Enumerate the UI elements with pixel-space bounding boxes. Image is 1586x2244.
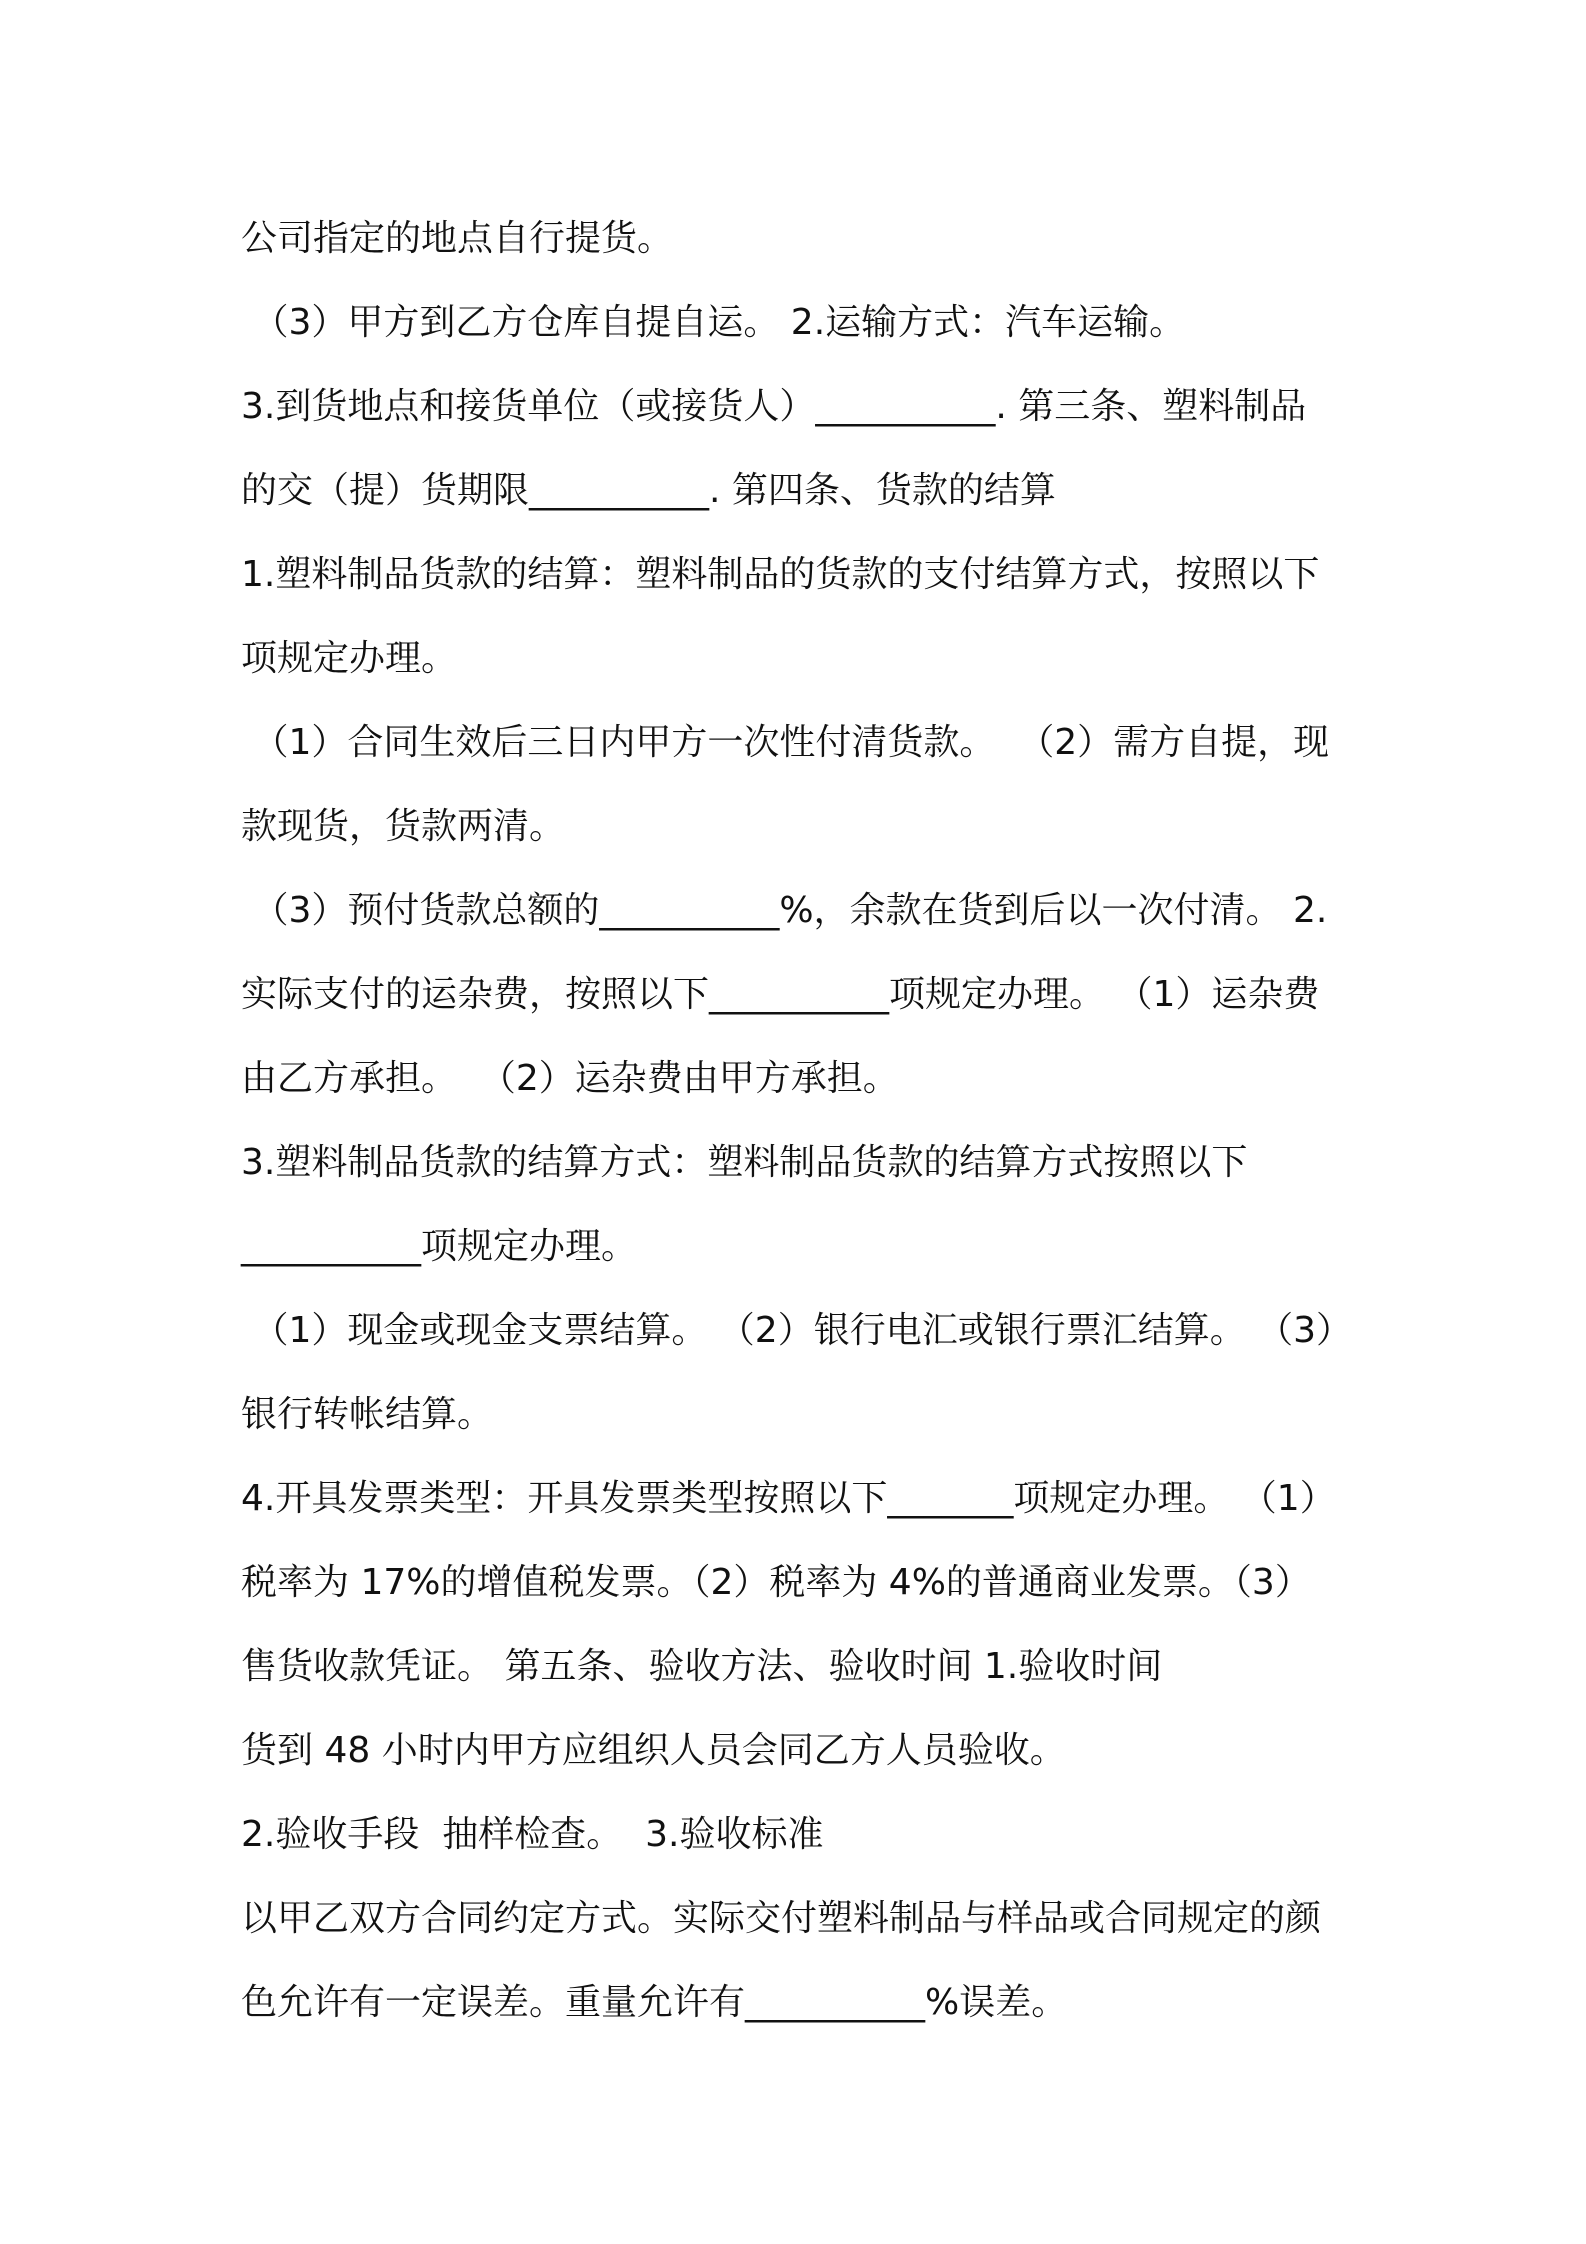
text-line: （1）合同生效后三日内甲方一次性付清货款。 （2）需方自提，现 [241,722,1330,763]
text-line: 3.到货地点和接货单位（或接货人）__________. 第三条、塑料制品 [241,386,1307,427]
text-line: 税率为 17%的增值税发票。（2）税率为 4%的普通商业发票。（3） [241,1562,1311,1603]
text-line: 款现货，货款两清。 [241,806,566,847]
text-line: 以甲乙双方合同约定方式。实际交付塑料制品与样品或合同规定的颜 [241,1898,1322,1939]
text-line: 公司指定的地点自行提货。 [241,218,674,259]
text-line: 银行转帐结算。 [241,1394,494,1435]
text-line: （1）现金或现金支票结算。 （2）银行电汇或银行票汇结算。 （3） [241,1310,1353,1351]
text-line: 2.验收手段 抽样检查。 3.验收标准 [241,1814,824,1855]
text-line: 项规定办理。 [241,638,458,679]
text-line: （3）甲方到乙方仓库自提自运。 2.运输方式：汽车运输。 [241,302,1186,343]
text-line: 实际支付的运杂费，按照以下__________项规定办理。 （1）运杂费 [241,974,1320,1015]
text-line: 4.开具发票类型：开具发票类型按照以下_______项规定办理。 （1） [241,1478,1336,1519]
text-line: __________项规定办理。 [241,1226,638,1267]
document-body [241,197,1361,2045]
text-line: 3.塑料制品货款的结算方式：塑料制品货款的结算方式按照以下 [241,1142,1248,1183]
text-line: 的交（提）货期限__________. 第四条、货款的结算 [241,470,1056,511]
text-line: 由乙方承担。 （2）运杂费由甲方承担。 [241,1058,899,1099]
text-line: 1.塑料制品货款的结算：塑料制品的货款的支付结算方式，按照以下 [241,554,1320,595]
text-line: 售货收款凭证。 第五条、验收方法、验收时间 1.验收时间 [241,1646,1163,1687]
text-line: 色允许有一定误差。重量允许有__________%误差。 [241,1982,1068,2023]
text-line: 货到 48 小时内甲方应组织人员会同乙方人员验收。 [241,1730,1066,1771]
text-line: （3）预付货款总额的__________%，余款在货到后以一次付清。 2. [241,890,1328,931]
